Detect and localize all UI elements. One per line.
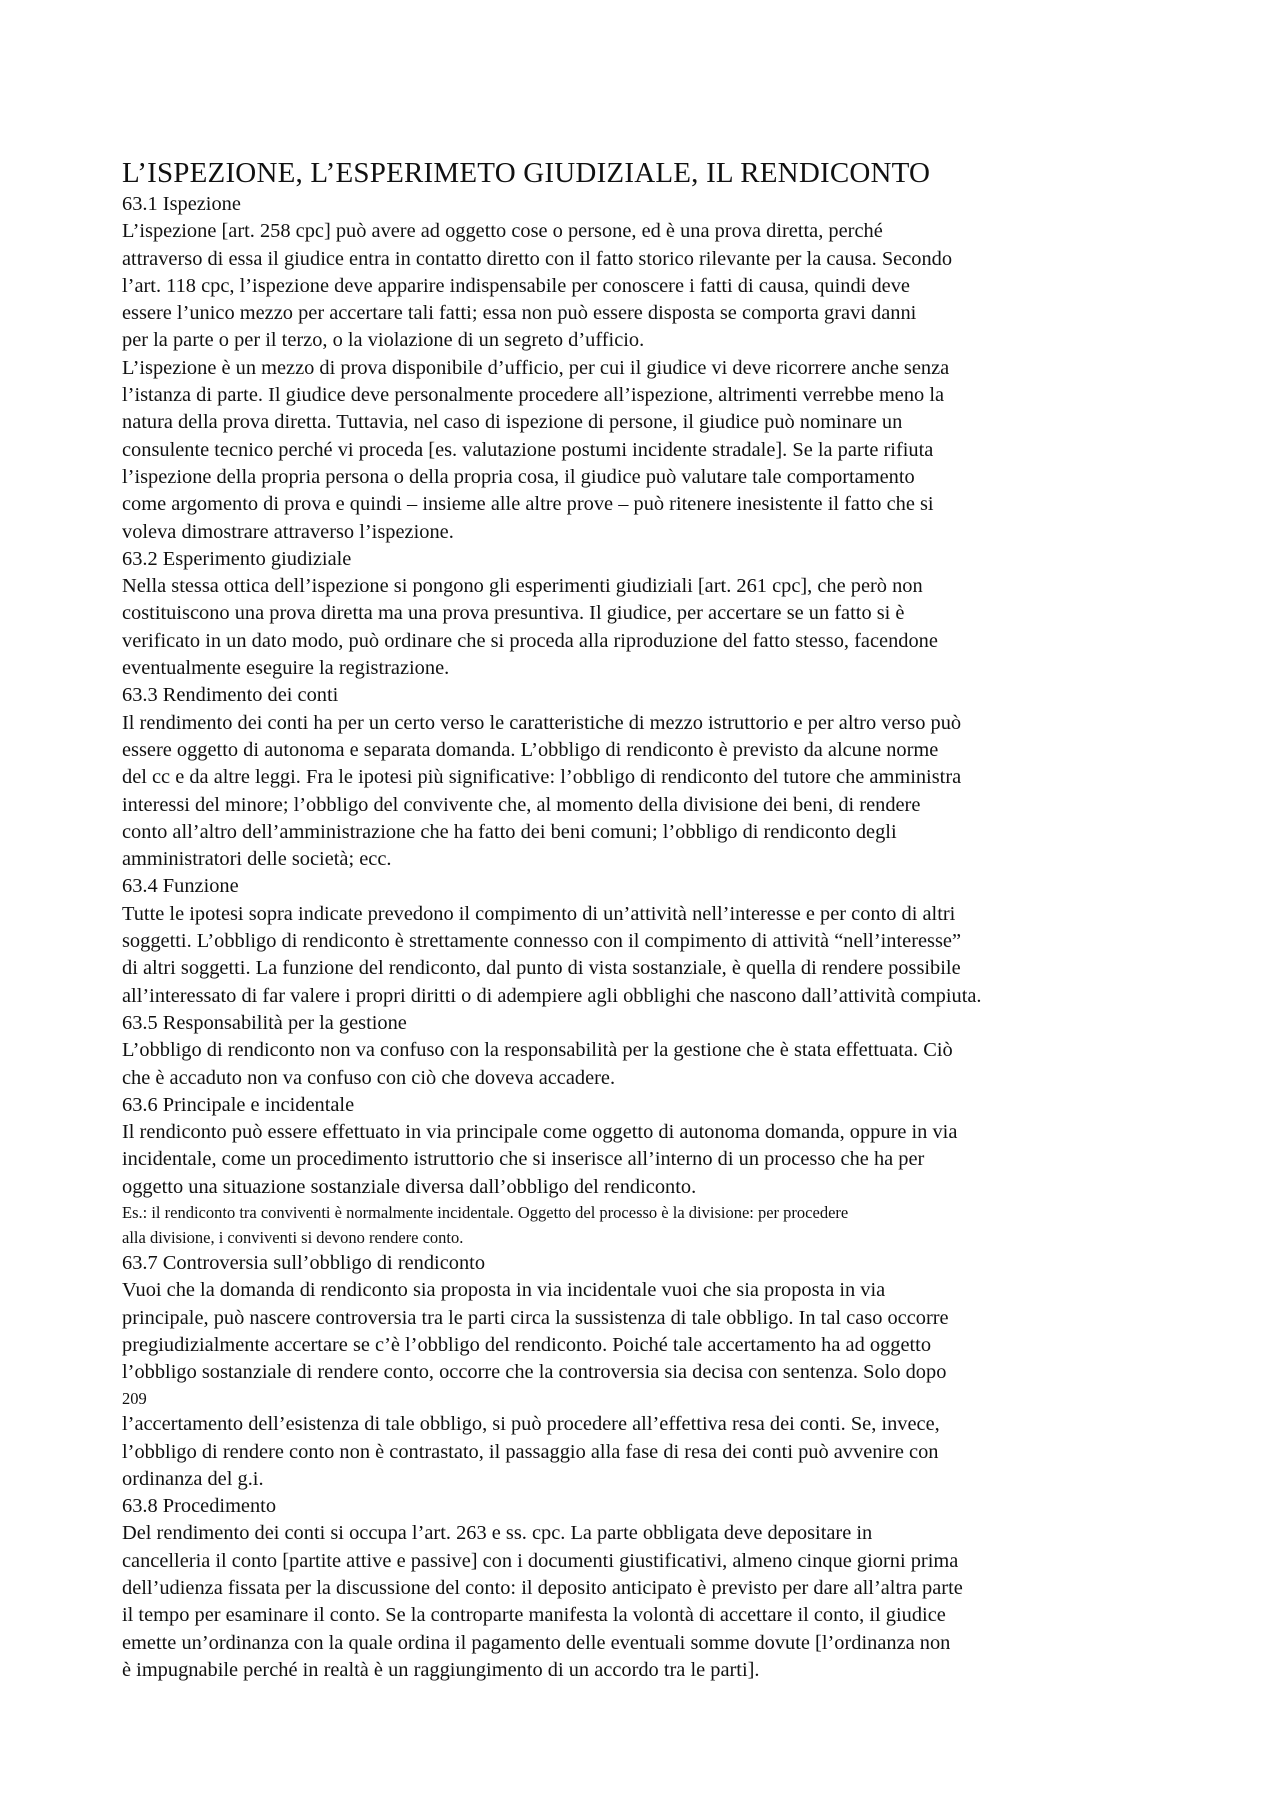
- text-line: del cc e da altre leggi. Fra le ipotesi più significative: l’obbligo di rendiconto del tutore che amministra: [122, 766, 962, 789]
- text-line: pregiudizialmente accertare se c’è l’obbligo del rendiconto. Poiché tale accertamento ha ad oggetto: [122, 1334, 932, 1357]
- text-line: cancelleria il conto [partite attive e passive] con i documenti giustificativi, almeno cinque giorni prima: [122, 1549, 959, 1572]
- text-line: l’obbligo di rendere conto non è contrastato, il passaggio alla fase di resa dei conti può avvenire con: [122, 1440, 939, 1463]
- text-line: essere oggetto di autonoma e separata domanda. L’obbligo di rendiconto è previsto da alcune norme: [122, 738, 939, 761]
- text-line: incidentale, come un procedimento istruttorio che si inserisce all’interno di un processo che ha per: [122, 1148, 925, 1171]
- text-line: oggetto una situazione sostanziale diversa dall’obbligo del rendiconto.: [122, 1175, 697, 1198]
- text-line: costituiscono una prova diretta ma una prova presuntiva. Il giudice, per accertare se un fatto si è: [122, 602, 905, 625]
- text-line: emette un’ordinanza con la quale ordina il pagamento delle eventuali somme dovute [l’ordinanza non: [122, 1631, 951, 1654]
- text-line: Vuoi che la domanda di rendiconto sia proposta in via incidentale vuoi che sia proposta in via: [122, 1279, 886, 1302]
- note-line: 209: [122, 1388, 147, 1408]
- document-body: [122, 155, 1132, 1684]
- text-line: Del rendimento dei conti si occupa l’art. 263 e ss. cpc. La parte obbligata deve depositare in: [122, 1522, 873, 1545]
- text-line: principale, può nascere controversia tra le parti circa la sussistenza di tale obbligo. In tal caso occorre: [122, 1306, 949, 1329]
- text-line: L’ispezione [art. 258 cpc] può avere ad oggetto cose o persone, ed è una prova diretta, perché: [122, 220, 883, 243]
- text-line: conto all’altro dell’amministrazione che ha fatto dei beni comuni; l’obbligo di rendiconto degli: [122, 820, 897, 843]
- text-line: ordinanza del g.i.: [122, 1467, 264, 1490]
- text-line: L’obbligo di rendiconto non va confuso con la responsabilità per la gestione che è stata effettuata. Ciò: [122, 1039, 953, 1062]
- page-title: L’ISPEZIONE, L’ESPERIMETO GIUDIZIALE, IL RENDICONTO: [122, 157, 931, 189]
- text-line: soggetti. L’obbligo di rendiconto è strettamente connesso con il compimento di attività “nell’interesse”: [122, 930, 962, 953]
- section-heading: 63.7 Controversia sull’obbligo di rendiconto: [122, 1252, 486, 1275]
- section-heading: 63.2 Esperimento giudiziale: [122, 547, 352, 570]
- text-line: Il rendiconto può essere effettuato in via principale come oggetto di autonoma domanda, oppure in via: [122, 1121, 958, 1144]
- text-line: verificato in un dato modo, può ordinare che si proceda alla riproduzione del fatto stesso, facendone: [122, 629, 938, 652]
- text-line: dell’udienza fissata per la discussione del conto: il deposito anticipato è previsto per dare all’altra parte: [122, 1577, 963, 1600]
- section-heading: 63.6 Principale e incidentale: [122, 1093, 355, 1116]
- text-line: Tutte le ipotesi sopra indicate prevedono il compimento di un’attività nell’interesse e per conto di altri: [122, 902, 956, 925]
- section-heading: 63.8 Procedimento: [122, 1495, 277, 1518]
- text-line: consulente tecnico perché vi proceda [es. valutazione postumi incidente stradale]. Se la parte rifiuta: [122, 438, 934, 461]
- note-line: Es.: il rendiconto tra conviventi è normalmente incidentale. Oggetto del processo è la divisione: per procedere: [122, 1202, 849, 1222]
- text-line: L’ispezione è un mezzo di prova disponibile d’ufficio, per cui il giudice vi deve ricorrere anche senza: [122, 356, 950, 379]
- text-line: è impugnabile perché in realtà è un raggiungimento di un accordo tra le parti].: [122, 1658, 760, 1681]
- text-line: l’istanza di parte. Il giudice deve personalmente procedere all’ispezione, altrimenti verrebbe meno la: [122, 384, 945, 407]
- text-line: l’accertamento dell’esistenza di tale obbligo, si può procedere all’effettiva resa dei conti. Se, invece,: [122, 1413, 940, 1436]
- text-line: natura della prova diretta. Tuttavia, nel caso di ispezione di persone, il giudice può nominare un: [122, 411, 903, 434]
- text-line: che è accaduto non va confuso con ciò che doveva accadere.: [122, 1066, 616, 1089]
- text-line: all’interessato di far valere i propri diritti o di adempiere agli obblighi che nascono dall’attività compiuta.: [122, 984, 982, 1007]
- note-line: alla divisione, i conviventi si devono rendere conto.: [122, 1227, 464, 1247]
- text-line: attraverso di essa il giudice entra in contatto diretto con il fatto storico rilevante per la causa. Secondo: [122, 247, 953, 270]
- text-line: Il rendimento dei conti ha per un certo verso le caratteristiche di mezzo istruttorio e per altro verso può: [122, 711, 962, 734]
- text-blocks: [122, 191, 1132, 1684]
- text-line: amministratori delle società; ecc.: [122, 848, 392, 871]
- text-line: Nella stessa ottica dell’ispezione si pongono gli esperimenti giudiziali [art. 261 cpc], che però non: [122, 575, 923, 598]
- text-line: l’art. 118 cpc, l’ispezione deve apparire indispensabile per conoscere i fatti di causa, quindi deve: [122, 274, 910, 297]
- section-heading: 63.3 Rendimento dei conti: [122, 684, 339, 707]
- text-line: l’ispezione della propria persona o della propria cosa, il giudice può valutare tale comportamento: [122, 465, 915, 488]
- text-line: voleva dimostrare attraverso l’ispezione.: [122, 520, 454, 543]
- section-heading: 63.1 Ispezione: [122, 193, 241, 215]
- text-line: per la parte o per il terzo, o la violazione di un segreto d’ufficio.: [122, 329, 645, 352]
- text-line: il tempo per esaminare il conto. Se la controparte manifesta la volontà di accettare il conto, il giudice: [122, 1604, 946, 1627]
- text-line: essere l’unico mezzo per accertare tali fatti; essa non può essere disposta se comporta gravi danni: [122, 302, 917, 325]
- text-line: interessi del minore; l’obbligo del convivente che, al momento della divisione dei beni, di rendere: [122, 793, 921, 816]
- text-line: di altri soggetti. La funzione del rendiconto, dal punto di vista sostanziale, è quella di rendere possibile: [122, 957, 961, 980]
- text-line: eventualmente eseguire la registrazione.: [122, 657, 450, 680]
- section-heading: 63.5 Responsabilità per la gestione: [122, 1011, 407, 1034]
- text-line: l’obbligo sostanziale di rendere conto, occorre che la controversia sia decisa con sentenza. Solo dopo: [122, 1361, 947, 1384]
- text-line: come argomento di prova e quindi – insieme alle altre prove – può ritenere inesistente il fatto che si: [122, 493, 934, 516]
- section-heading: 63.4 Funzione: [122, 875, 239, 898]
